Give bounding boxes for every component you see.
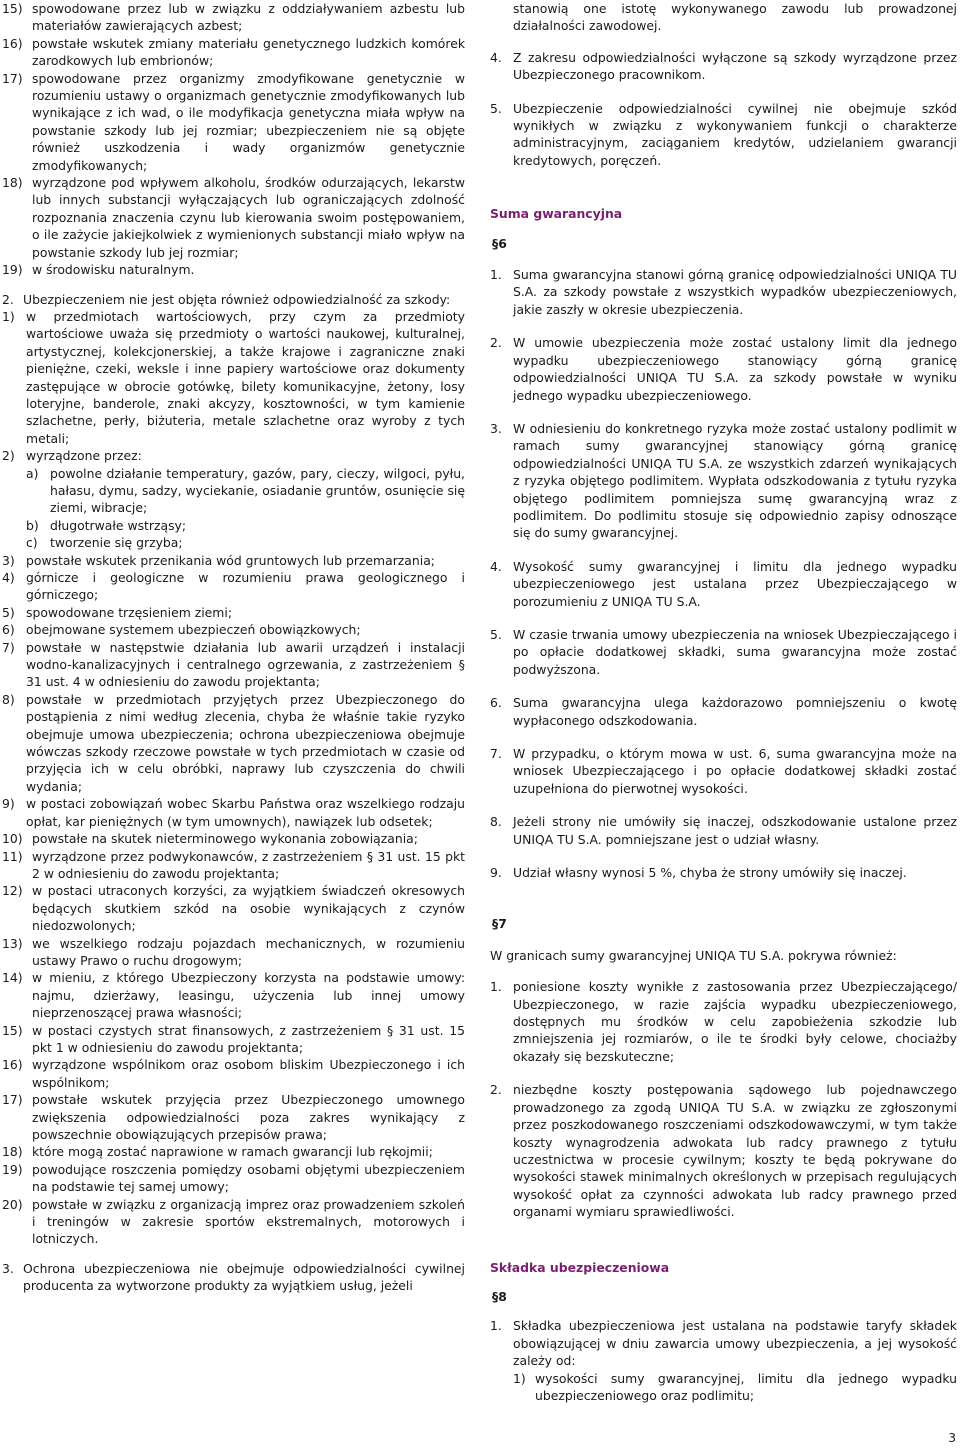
list-item	[490, 626, 957, 678]
list-number: 7.	[490, 746, 502, 761]
list-item	[490, 745, 957, 797]
list-number: 6)	[2, 622, 15, 638]
list-item	[2, 621, 465, 638]
list-number: 20)	[2, 1196, 23, 1212]
list-number: 4.	[490, 558, 502, 574]
list-number: 16)	[2, 35, 23, 51]
list-number: b)	[26, 517, 39, 533]
list-number: 9.	[490, 865, 502, 881]
list-text: wyrządzone pod wpływem alkoholu, środków odurzających, lekarstw lub innych substancji wyłączających lub ograniczających zdolność rozpoznania znaczenia czynu lub kierowania swoim postępowaniem, o ile zażycie jakiejkolwiek z wymienionych substancji miało wpływ na powstanie szkody lub jej rozmiar;	[32, 175, 465, 260]
list-item	[2, 795, 465, 830]
list-item	[2, 830, 465, 847]
paragraph-7-intro: W granicach sumy gwarancyjnej UNIQA TU S.A. pokrywa również:	[490, 947, 897, 963]
list-number: 3.	[490, 420, 502, 436]
list-number: 16)	[2, 1057, 23, 1073]
list-text: Suma gwarancyjna stanowi górną granicę odpowiedzialności UNIQA TU S.A. za szkody powstałe z wszystkich wypadków ubezpieczeniowych, jakie zaszły w okresie ubezpieczenia.	[513, 267, 957, 317]
paragraph-2-list	[2, 308, 465, 1248]
list-item	[2, 1143, 465, 1160]
list-text: powstałe wskutek zmiany materiału genetycznego ludzkich komórek zarodkowych lub embrionów;	[32, 35, 465, 69]
list-item	[2, 882, 465, 934]
paragraph-sign-6: §6	[492, 235, 507, 251]
list-text: tworzenie się grzyba;	[50, 535, 183, 551]
list-text: powstałe w przedmiotach przyjętych przez Ubezpieczonego do postąpienia z nimi według zlecenia, chyba że właśnie takie ryzyko obejmuje umowa ubezpieczenia; ochrona ubezpieczeniowa obejmuje wówczas szkody rzeczowe powstałe w tych przedmiotach w czasie od przyjęcia ich w celu obróbki, naprawy lub czyszczenia do chwili wydania;	[26, 691, 465, 794]
list-text: powstałe w związku z organizacją imprez oraz prowadzeniem szkoleń i treningów w zakresie sportów ekstremalnych, motorowych i lotniczych.	[32, 1196, 465, 1247]
list-text: w postaci zobowiązań wobec Skarbu Państwa oraz wszelkiego rodzaju opłat, kar pieniężnych (w tym umownych), nawiązek lub odsetek;	[26, 796, 465, 829]
list-text: spowodowane przez lub w związku z oddziaływaniem azbestu lub materiałów zawierających azbest;	[32, 1, 465, 34]
list-number: 2.	[490, 335, 502, 351]
list-number: 1.	[490, 1318, 502, 1334]
list-text: spowodowane przez organizmy zmodyfikowane genetycznie w rozumieniu ustawy o organizmach genetycznie zmodyfikowanych lub wynikające z ich wad, o ile modyfikacja genetyczna miała wpływ na powstanie szkody lub jej rozmiar; ubezpieczeniem nie są objęte również uszkodzenia i wady organizmów genetycznie zmodyfikowanych;	[32, 70, 465, 173]
list-number: 14)	[2, 970, 23, 986]
list-number: 2.	[490, 1082, 502, 1098]
list-text: Suma gwarancyjna ulega każdorazowo pomniejszeniu o kwotę wypłaconego odszkodowania.	[513, 695, 957, 728]
list-item	[2, 569, 465, 604]
list-item	[2, 1056, 465, 1091]
section-title-skladka: Składka ubezpieczeniowa	[490, 1259, 670, 1275]
list-item	[490, 813, 957, 848]
list-number: 19)	[2, 262, 23, 278]
list-text: Jeżeli strony nie umówiły się inaczej, odszkodowanie ustalone przez UNIQA TU S.A. pomniejszane jest o udział własny.	[513, 814, 957, 847]
list-text: Z zakresu odpowiedzialności wyłączone są szkody wyrządzone przez Ubezpieczonego pracownikom.	[513, 49, 957, 83]
items-4-5	[490, 49, 957, 169]
list-item	[2, 465, 465, 517]
list-text: wyrządzone przez podwykonawców, z zastrzeżeniem § 31 ust. 15 pkt 2 w odniesieniu do zawodu projektanta;	[32, 848, 465, 881]
page-number: 3	[948, 1430, 956, 1445]
list-item	[490, 558, 957, 610]
list-item	[2, 447, 465, 464]
list-text: obejmowane systemem ubezpieczeń obowiązkowych;	[26, 622, 361, 638]
list-text: W przypadku, o którym mowa w ust. 6, suma gwarancyjna może na wniosek Ubezpieczającego i po opłacie dodatkowej składki zostać uzupełniona do pierwotnej wysokości.	[513, 746, 957, 796]
list-text: powstałe w następstwie działania lub awarii urządzeń i instalacji wodno-kanalizacyjnych i centralnego ogrzewania, z zastrzeżeniem § 31 ust. 4 w odniesieniu do zawodu projektanta;	[26, 639, 465, 690]
list-item	[2, 639, 465, 691]
list-item	[490, 1081, 957, 1220]
section-title-suma-gwarancyjna: Suma gwarancyjna	[490, 206, 623, 222]
list-text: górnicze i geologiczne w rozumieniu prawa geologicznego i górniczego;	[26, 570, 465, 603]
list-number: 17)	[2, 70, 23, 86]
list-subitem	[490, 1370, 957, 1405]
list-item	[490, 1317, 957, 1369]
paragraph-text: Ochrona ubezpieczeniowa nie obejmuje odpowiedzialności cywilnej producenta za wytworzone produkty za wyjątkiem usług, jeżeli	[23, 1260, 465, 1294]
list-item	[2, 534, 465, 551]
list-number: 1)	[2, 308, 15, 324]
list-text: wyrządzone wspólnikom oraz osobom bliskim Ubezpieczonego i ich wspólnikom;	[32, 1057, 465, 1090]
list-number: 2)	[2, 448, 15, 464]
list-item	[2, 308, 465, 447]
paragraph-7-list	[490, 978, 957, 1220]
list-text: W czasie trwania umowy ubezpieczenia na wniosek Ubezpieczającego i po opłacie dodatkowej składki, suma gwarancyjna może zostać podwyższona.	[513, 626, 957, 677]
list-text: w środowisku naturalnym.	[32, 262, 195, 278]
list-item	[490, 420, 957, 542]
list-item	[2, 552, 465, 569]
list-number: 3.	[2, 1260, 14, 1276]
list-item	[2, 848, 465, 883]
list-number: a)	[26, 465, 39, 481]
list-text: wyrządzone przez:	[26, 448, 142, 464]
list-item	[2, 35, 465, 70]
list-item	[2, 261, 465, 278]
list-text: powstałe na skutek nieterminowego wykonania zobowiązania;	[32, 831, 418, 847]
list-number: 5.	[490, 100, 502, 116]
list-text: wysokości sumy gwarancyjnej, limitu dla jednego wypadku ubezpieczeniowego oraz podlimitu;	[535, 1370, 957, 1403]
list-number: 1.	[490, 979, 502, 995]
list-item	[2, 1022, 465, 1057]
list-item	[2, 174, 465, 261]
list-text: w przedmiotach wartościowych, przy czym za przedmioty wartościowe uważa się przedmioty o wartości naukowej, kulturalnej, artystycznej, kolekcjonerskiej, a także krajowe i zagraniczne znaki pieniężne, czeki, weksle i inne papiery wartościowe oraz dokumenty zastępujące w obrocie gotówkę, bilety komunikacyjne, żetony, losy loteryjne, banderole, znaki akcyzy, kosztowności, w tym kamienie szlachetne, perły, biżuteria, metale szlachetne oraz wyroby z tych metali;	[26, 308, 465, 446]
list-number: 6.	[490, 695, 502, 711]
list-number: 15)	[2, 1, 23, 16]
suma-gwarancyjna-list	[490, 266, 957, 881]
list-text: spowodowane trzęsieniem ziemi;	[26, 604, 232, 620]
exclusion-list-continued	[2, 0, 465, 279]
list-item	[490, 49, 957, 84]
list-item	[2, 935, 465, 970]
list-number: 5)	[2, 604, 15, 620]
list-text: które mogą zostać naprawione w ramach gwarancji lub rękojmii;	[32, 1144, 433, 1160]
list-text: W umowie ubezpieczenia może zostać ustalony limit dla jednego wypadku ubezpieczeniowego stanowiący górną granicę odpowiedzialności UNIQA TU S.A. za szkody powstałe w wyniku jednego wypadku ubezpieczeniowego.	[513, 335, 957, 403]
list-number: 12)	[2, 883, 23, 899]
list-text: W odniesieniu do konkretnego ryzyka może zostać ustalony podlimit w ramach sumy gwarancyjnej stanowiący górną granicę odpowiedzialności UNIQA TU S.A. ze wszystkich zdarzeń wynikających z ryzyka objętego podlimitem. Wypłata odszkodowania z tytułu ryzyka objętego podlimitem pomniejsza sumę gwarancyjną wraz z podlimitem. Do podlimitu stosuje się odpowiednio zapisy odnoszące się do sumy gwarancyjnej.	[513, 420, 957, 541]
list-item	[490, 100, 957, 170]
list-number: 4)	[2, 570, 15, 585]
list-number: 15)	[2, 1022, 23, 1038]
list-text: powstałe wskutek przyjęcia przez Ubezpieczonego umownego zwiększenia odpowiedzialności poza zakres wynikający z powszechnie obowiązujących przepisów prawa;	[32, 1092, 465, 1142]
list-number: 19)	[2, 1161, 23, 1177]
list-item	[490, 978, 957, 1065]
list-number: 2.	[2, 291, 14, 307]
list-number: c)	[26, 535, 38, 551]
list-text: powodujące roszczenia pomiędzy osobami objętymi ubezpieczeniem na podstawie tej samej umowy;	[32, 1161, 465, 1195]
list-item	[2, 0, 465, 35]
list-item	[490, 694, 957, 729]
list-number: 13)	[2, 935, 23, 951]
list-text: Ubezpieczenie odpowiedzialności cywilnej nie obejmuje szkód wynikłych w związku z wykonywaniem funkcji o charakterze administracyjnym, zaciąganiem kredytów, udzielaniem gwarancji kredytowych, poręczeń.	[513, 100, 957, 168]
list-text: we wszelkiego rodzaju pojazdach mechanicznych, w rozumieniu ustawy Prawo o ruchu drogowym;	[32, 935, 465, 968]
list-item	[2, 604, 465, 621]
list-number: 18)	[2, 1144, 23, 1160]
list-number: 3)	[2, 552, 15, 568]
list-text: Udział własny wynosi 5 %, chyba że strony umówiły się inaczej.	[513, 865, 907, 881]
list-text: w postaci utraconych korzyści, za wyjątkiem świadczeń okresowych będących skutkiem szkód na osobie wynikających z czynów niedozwolonych;	[32, 883, 465, 934]
list-text: w postaci czystych strat finansowych, z zastrzeżeniem § 31 ust. 15 pkt 1 w odniesieniu do zawodu projektanta;	[32, 1022, 465, 1055]
list-item	[490, 334, 957, 404]
list-number: 1.	[490, 267, 502, 283]
list-item	[2, 1161, 465, 1196]
right-column	[490, 0, 957, 1404]
paragraph-2	[2, 291, 465, 308]
list-number: 9)	[2, 796, 15, 812]
list-item	[2, 517, 465, 534]
list-text: w mieniu, z którego Ubezpieczony korzysta na podstawie umowy: najmu, dzierżawy, leasingu, użyczenia lub innej umowy nieprzenoszącej prawa własności;	[32, 970, 465, 1021]
list-item	[490, 266, 957, 318]
paragraph-sign-8: §8	[492, 1288, 507, 1304]
list-item	[2, 1196, 465, 1248]
list-number: 11)	[2, 848, 23, 864]
list-number: 8.	[490, 814, 502, 830]
paragraph-text: Ubezpieczeniem nie jest objęta również odpowiedzialność za szkody:	[23, 291, 451, 307]
list-number: 17)	[2, 1092, 23, 1108]
paragraph-sign-7: §7	[492, 916, 507, 932]
list-text: długotrwałe wstrząsy;	[50, 517, 187, 533]
list-text: niezbędne koszty postępowania sądowego lub pojednawczego prowadzonego za zgodą UNIQA TU S.A. w związku ze zgłoszonymi przez poszkodowanego roszczeniami odszkodowawczymi, w tym także koszty wynagrodzenia adwokata lub radcy prawnego z tytułu uczestnictwa w procesie cywilnym; koszty te będą pokrywane do wysokości stawek minimalnych określonych w przepisach regulujących wysokość opłat za czynności adwokata lub radcy prawnego przed organami wymiaru sprawiedliwości.	[513, 1082, 957, 1220]
left-column	[2, 0, 465, 1295]
list-item	[2, 70, 465, 174]
list-item	[2, 1091, 465, 1143]
list-text: powstałe wskutek przenikania wód gruntowych lub przemarzania;	[26, 552, 435, 568]
list-text: powolne działanie temperatury, gazów, pary, cieczy, wilgoci, pyłu, hałasu, dymu, sadzy, wyciekanie, osiadanie gruntów, osunięcie się ziemi, wibracje;	[50, 465, 465, 516]
list-number: 10)	[2, 831, 23, 847]
list-number: 1)	[513, 1370, 526, 1386]
list-number: 4.	[490, 49, 502, 65]
list-item	[2, 691, 465, 795]
list-number: 18)	[2, 175, 23, 191]
list-item	[490, 864, 957, 881]
list-text: Składka ubezpieczeniowa jest ustalana na podstawie taryfy składek obowiązującej w dniu zawarcia umowy ubezpieczenia, a jej wysokość zależy od:	[513, 1318, 957, 1369]
list-text: Wysokość sumy gwarancyjnej i limitu dla jednego wypadku ubezpieczeniowego jest ustalana przez Ubezpieczającego w porozumieniu z UNIQA TU S.A.	[513, 558, 957, 609]
list-number: 7)	[2, 639, 15, 655]
list-number: 5.	[490, 626, 502, 642]
continued-text: stanowią one istotę wykonywanego zawodu lub prowadzonej działalności zawodowej.	[513, 1, 957, 34]
list-number: 8)	[2, 691, 15, 707]
list-text: poniesione koszty wynikłe z zastosowania przez Ubezpieczającego/ Ubezpieczonego, w razie zajścia wypadku ubezpieczeniowego, dostępnych mu środków w celu zapobieżenia szkodzie lub zmniejszenia jej rozmiarów, o ile te środki były celowe, chociażby okazały się bezskuteczne;	[513, 979, 957, 1064]
paragraph-3	[2, 1260, 465, 1295]
list-item	[2, 969, 465, 1021]
